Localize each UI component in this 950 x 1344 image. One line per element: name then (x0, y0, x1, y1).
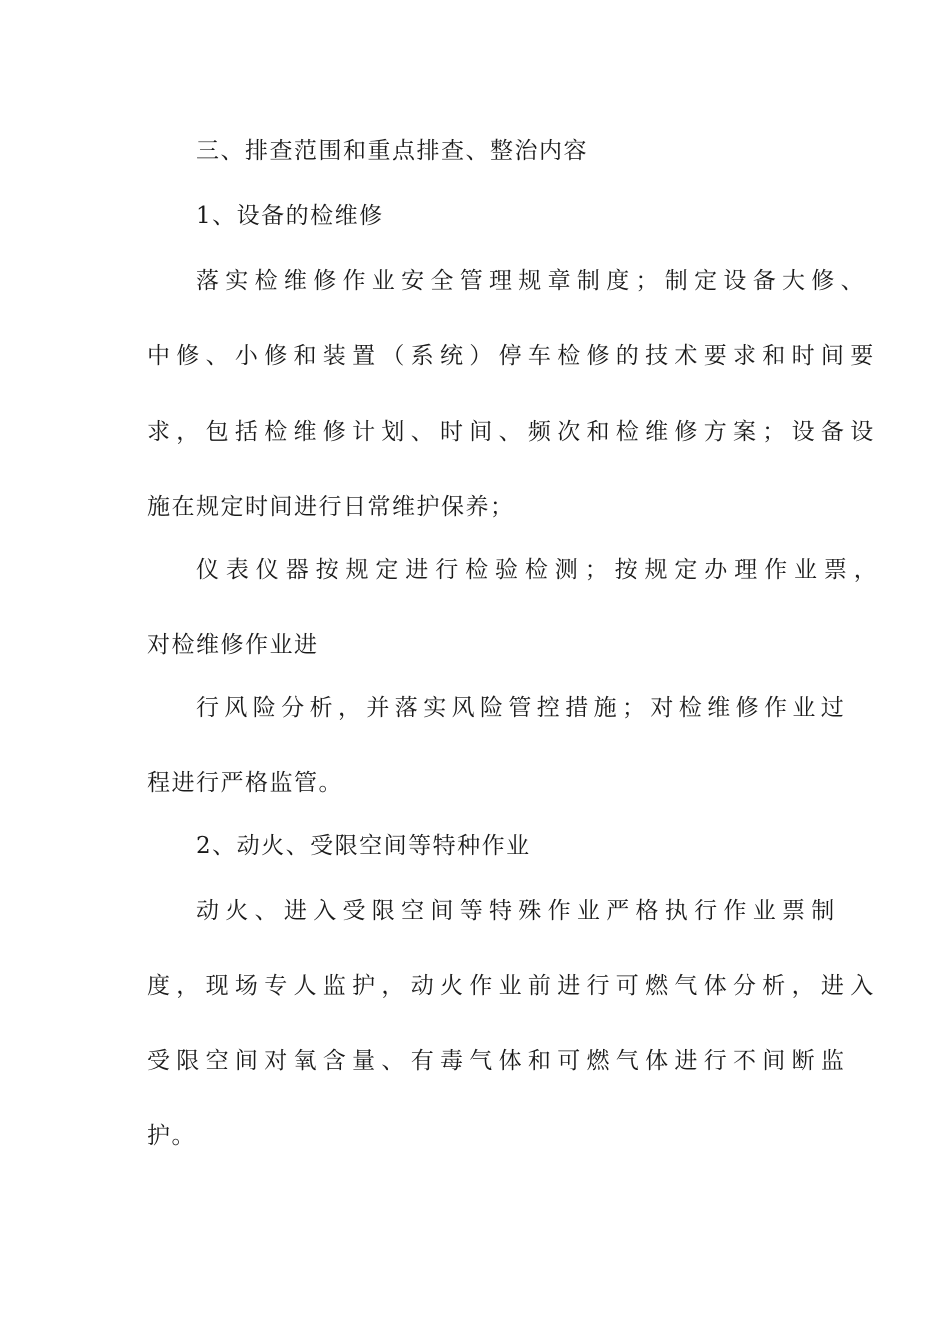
item1-heading: 1、设备的检维修 (196, 203, 384, 229)
section-heading: 三、排查范围和重点排查、整治内容 (196, 138, 588, 164)
item1-para3-line1: 行风险分析，并落实风险管控措施；对检维修作业过 (196, 695, 850, 721)
item1-para1-line2: 中修、小修和装置（系统）停车检修的技术要求和时间要 (147, 343, 880, 369)
item1-para2-line2: 对检维修作业进 (147, 632, 319, 658)
item1-para3-line2: 程进行严格监管。 (147, 770, 343, 796)
item1-para1-line3: 求，包括检维修计划、时间、频次和检维修方案；设备设 (147, 419, 880, 445)
item2-para1-line2: 度，现场专人监护，动火作业前进行可燃气体分析，进入 (147, 973, 880, 999)
item1-para1-line4: 施在规定时间进行日常维护保养； (147, 494, 515, 520)
item1-para1-line1: 落实检维修作业安全管理规章制度；制定设备大修、 (196, 268, 870, 294)
item2-heading: 2、动火、受限空间等特种作业 (196, 833, 531, 859)
item2-para1-line4: 护。 (147, 1123, 196, 1149)
item2-para1-line3: 受限空间对氧含量、有毒气体和可燃气体进行不间断监 (147, 1048, 851, 1074)
item2-para1-line1: 动火、进入受限空间等特殊作业严格执行作业票制 (196, 898, 841, 924)
item1-para2-line1: 仪表仪器按规定进行检验检测；按规定办理作业票， (196, 557, 884, 583)
